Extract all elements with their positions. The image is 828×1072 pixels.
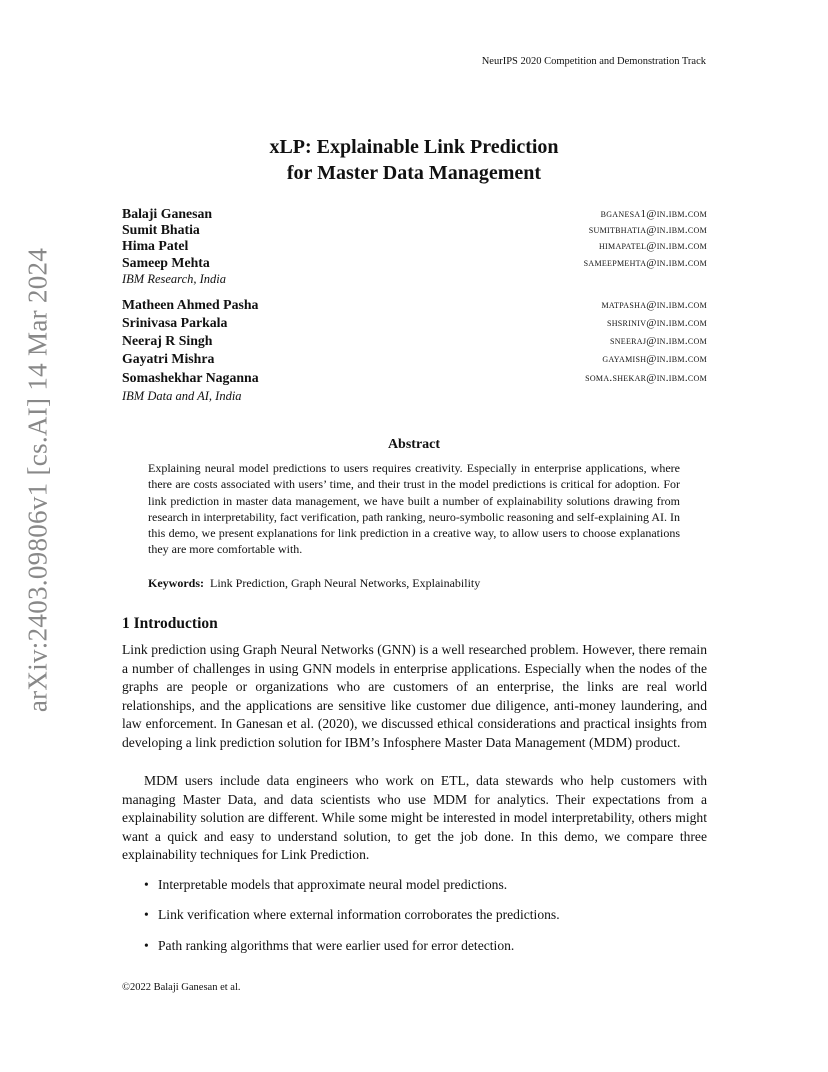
author-name: Sameep Mehta bbox=[122, 255, 210, 270]
author-email: himapatel@in.ibm.com bbox=[598, 240, 707, 252]
author-row bbox=[122, 238, 707, 255]
list-item bbox=[144, 877, 704, 893]
author-name: Matheen Ahmed Pasha bbox=[122, 297, 259, 312]
author-row bbox=[122, 255, 707, 272]
bullet-icon: • bbox=[144, 907, 149, 922]
title-line-2: for Master Data Management bbox=[286, 162, 542, 184]
author-name: Hima Patel bbox=[122, 238, 189, 253]
author-row bbox=[122, 206, 707, 223]
bullet-icon: • bbox=[144, 938, 149, 953]
list-item-text: Interpretable models that approximate neural model predictions. bbox=[158, 877, 508, 892]
copyright-footer: ©2022 Balaji Ganesan et al. bbox=[122, 982, 241, 993]
author-row bbox=[122, 333, 707, 350]
intro-paragraph-1: Link prediction using Graph Neural Networks (GNN) is a well researched problem. However, there remain a number of challenges in using GNN models in enterprise applications. Especially when the nodes of the graphs are people or organizations who are customers of an enterprise, the links are real world relationships, and the applications are sensitive like customer due diligence, anti-money laundering, and law enforcement. In Ganesan et al. (2020), we discussed ethical considerations and practical insights from developing a link prediction solution for IBM’s Infosphere Master Data Management (MDM) product. bbox=[122, 642, 707, 750]
venue-header: NeurIPS 2020 Competition and Demonstration Track bbox=[481, 56, 706, 67]
section-heading: 1 Introduction bbox=[122, 615, 218, 632]
author-email: matpasha@in.ibm.com bbox=[601, 299, 707, 311]
author-email: sumitbhatia@in.ibm.com bbox=[588, 224, 707, 236]
author-row bbox=[122, 222, 707, 239]
author-name: Neeraj R Singh bbox=[122, 333, 213, 348]
list-item bbox=[144, 907, 704, 923]
author-row bbox=[122, 351, 707, 368]
author-email: sameepmehta@in.ibm.com bbox=[583, 257, 707, 269]
list-item-text: Path ranking algorithms that were earlier used for error detection. bbox=[158, 938, 515, 953]
title-line-1: xLP: Explainable Link Prediction bbox=[269, 136, 559, 158]
author-name: Somashekhar Naganna bbox=[122, 370, 259, 385]
author-email: sneeraj@in.ibm.com bbox=[609, 335, 707, 347]
intro-paragraph-2: MDM users include data engineers who work on ETL, data stewards who help customers with managing Master Data, and data scientists who use MDM for analytics. Their expectations from a explainability solution are different. While some might be interested in model interpretability, others might want a quick and easy to understand solution, to get the job done. In this demo, we compare three explainability techniques for Link Prediction. bbox=[122, 773, 707, 862]
keywords-list: Link Prediction, Graph Neural Networks, Explainability bbox=[210, 576, 481, 590]
abstract-body: Explaining neural model predictions to users requires creativity. Especially in enterprise applications, where there are costs associated with users’ time, and their trust in the model predictions is critical for adoption. For link prediction in master data management, we have built a number of explainability solutions drawing from research in interpretability, fact verification, path ranking, neuro-symbolic reasoning and self-explaining AI. In this demo, we present explanations for link prediction in a creative way, to allow users to choose explanations they are more comfortable with. bbox=[148, 461, 680, 557]
arxiv-id: arXiv:2403.09806v1 [cs.AI] 14 Mar 2024 bbox=[22, 247, 53, 713]
author-row bbox=[122, 297, 707, 314]
author-email: gayamish@in.ibm.com bbox=[602, 353, 707, 365]
affiliation: IBM Research, India bbox=[122, 272, 227, 286]
author-row bbox=[122, 370, 707, 387]
author-email: bganesa1@in.ibm.com bbox=[600, 208, 707, 220]
abstract-heading: Abstract bbox=[387, 437, 441, 452]
author-name: Gayatri Mishra bbox=[122, 351, 215, 366]
list-item bbox=[144, 938, 704, 954]
bullet-icon: • bbox=[144, 877, 149, 892]
author-row bbox=[122, 315, 707, 332]
author-email: shsriniv@in.ibm.com bbox=[606, 317, 707, 329]
author-name: Srinivasa Parkala bbox=[122, 315, 228, 330]
list-item-text: Link verification where external information corroborates the predictions. bbox=[158, 907, 560, 922]
affiliation: IBM Data and AI, India bbox=[122, 389, 242, 403]
author-name: Balaji Ganesan bbox=[122, 206, 213, 221]
keywords-label: Keywords: bbox=[148, 576, 204, 590]
author-email: soma.shekar@in.ibm.com bbox=[585, 372, 707, 384]
paper-title bbox=[0, 134, 828, 186]
author-name: Sumit Bhatia bbox=[122, 222, 200, 237]
keywords bbox=[148, 576, 680, 591]
